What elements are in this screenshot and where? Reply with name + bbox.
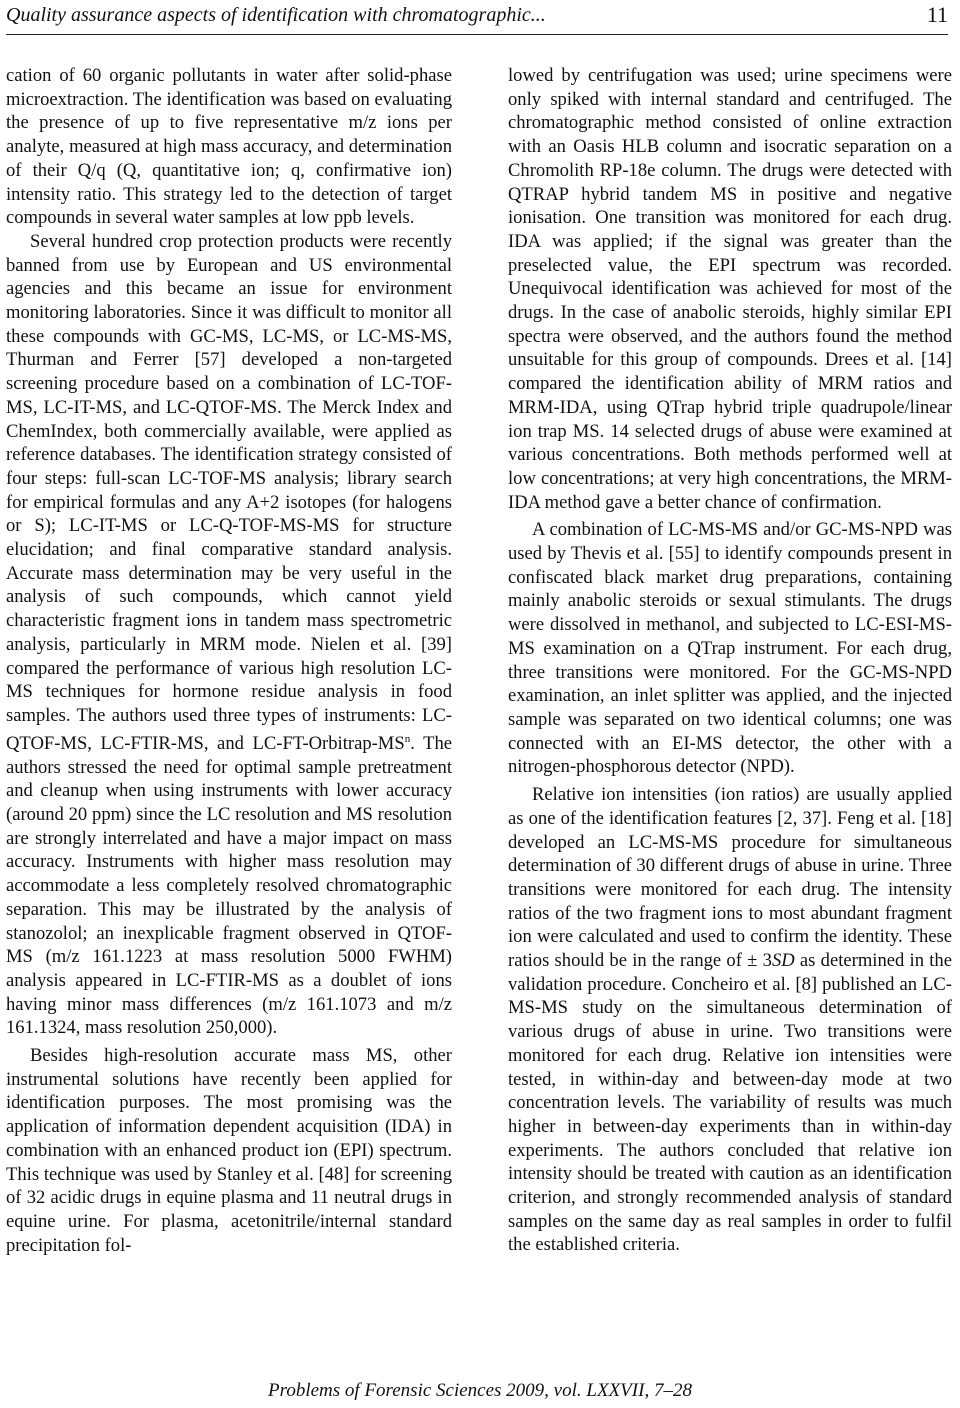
right-column	[508, 64, 952, 1257]
right-paragraph-3	[508, 783, 952, 1257]
running-title: Quality assurance aspects of identification with chromatographic...	[6, 4, 546, 26]
sd-italic: SD	[771, 950, 795, 972]
right-paragraph-1: lowed by centrifugation was used; urine specimens were only spiked with internal standard and centrifuged. The chromatographic method consisted of online extraction with an Oasis HLB column and isocratic separation on a Chromolith RP-18e column. The drugs were detected with QTRAP hybrid tandem MS in positive and negative ionisation. One transition was monitored for each drug. IDA was applied; if the signal was greater than the preselected value, the EPI spectrum was recorded. Unequivocal identification was achieved for most of the drugs. In the case of anabolic steroids, highly similar EPI spectra were observed, and the authors found the method unsuitable for this group of compounds. Drees et al. [14] compared the identification ability of MRM ratios and MRM-IDA, using QTrap hybrid triple quadrupole/linear ion trap MS. 14 selected drugs of abuse were examined at various concentrations. Both methods performed well at low concentrations; at very high concentrations, the MRM-IDA method gave a better chance of confirmation.	[508, 65, 952, 513]
left-paragraph-2	[6, 230, 452, 1040]
right-paragraph-3-text-b: as determined in the validation procedure. Concheiro et al. [8] published an LC-MS-MS study on the simultaneous determination of various drugs of abuse in urine. Two transitions were monitored for each drug. Relative ion intensities were tested, in within-day and between-day mode at two concentration levels. The variability of results was much higher in between-day experiments than in within-day experiments. The authors concluded that relative ion intensity should be treated with caution as an identification criterion, and strongly recommended analysis of standard samples on the same day as real samples in order to fulfil the established criteria.	[508, 950, 952, 1256]
left-paragraph-1: cation of 60 organic pollutants in water after solid-phase microextraction. The identification was based on evaluating the presence of up to five representative m/z ions per analyte, measured at high mass accuracy, and determination of their Q/q (Q, quantitative ion; q, confirmative ion) intensity ratio. This strategy led to the detection of target compounds in several water samples at low ppb levels.	[6, 65, 452, 229]
left-column	[6, 64, 452, 1257]
left-paragraph-2-text-b: . The authors stressed the need for optimal sample pretreatment and cleanup when using instruments with lower accuracy (around 20 ppm) since the LC resolution and MS resolution are strongly interrelated and have a major impact on mass accuracy. Instruments with higher mass resolution may accommodate a less completely resolved chromatographic separation. This may be illustrated by the analysis of stanozolol; an inexplicable fragment observed in QTOF-MS (m/z 161.1223 at mass resolution 5000 FWHM) analysis appeared in LC-FTIR-MS as a doublet of ions having minor mass differences (m/z 161.1073 and m/z 161.1324, mass resolution 250,000).	[6, 732, 452, 1039]
superscript-n: n	[404, 732, 411, 745]
left-paragraph-2-text-a: Several hundred crop protection products were recently banned from use by European and US environmental agencies and this became an issue for environment monitoring laboratories. Since it was difficult to monitor all these compounds with GC-MS, LC-MS, or LC-MS-MS, Thurman and Ferrer [57] developed a non-targeted screening procedure based on a combination of LC-TOF-MS, LC-IT-MS, and LC-QTOF-MS. The Merck Index and ChemIndex, both commercially available, were applied as reference databases. The identification strategy consisted of four steps: full-scan LC-TOF-MS analysis; library search for empirical formulas and any A+2 isotopes (for halogens or S); LC-IT-MS or LC-Q-TOF-MS-MS for structure elucidation; and final comparative standard analysis. Accurate mass determination may be very useful in the analysis of such compounds, which cannot yield characteristic fragment ions in tandem mass spectrometric analysis, particularly in MRM mode. Nielen et al. [39] compared the performance of various high resolution LC-MS techniques for hormone residue analysis in food samples. The authors used three types of instruments: LC-QTOF-MS, LC-FTIR-MS, and LC-FT-Orbitrap-MS	[6, 230, 452, 754]
right-paragraph-2: A combination of LC-MS-MS and/or GC-MS-NPD was used by Thevis et al. [55] to identify compounds present in confiscated black market drug preparations, containing mainly anabolic steroids or sexual stimulants. The drugs were dissolved in methanol, and subjected to LC-ESI-MS-MS examination on a QTrap instrument. For each drug, three transitions were monitored. For the GC-MS-NPD examination, an inlet splitter was applied, and the injected sample was separated on two identical columns; one was connected with an EI-MS detector, the other with a nitrogen-phosphorous detector (NPD).	[508, 519, 952, 778]
right-paragraph-3-text-a: Relative ion intensities (ion ratios) are usually applied as one of the identification features [2, 37]. Feng et al. [18] developed an LC-MS-MS procedure for simultaneous determination of 30 different drugs of abuse in urine. Three transitions were monitored for each drug. The intensity ratios of the two fragment ions to most abundant fragment ion were calculated and used to confirm the identity. These ratios should be in the range of ± 3	[508, 784, 952, 972]
running-header	[6, 0, 948, 35]
journal-footer: Problems of Forensic Sciences 2009, vol. LXXVII, 7–28	[268, 1380, 692, 1401]
page-number: 11	[926, 2, 948, 27]
left-paragraph-3: Besides high-resolution accurate mass MS, other instrumental solutions have recently been applied for identification purposes. The most promising was the application of information dependent acquisition (IDA) in combination with an enhanced product ion (EPI) spectrum. This technique was used by Stanley et al. [48] for screening of 32 acidic drugs in equine plasma and 11 neutral drugs in equine urine. For plasma, acetonitrile/internal standard precipitation fol-	[6, 1045, 452, 1256]
